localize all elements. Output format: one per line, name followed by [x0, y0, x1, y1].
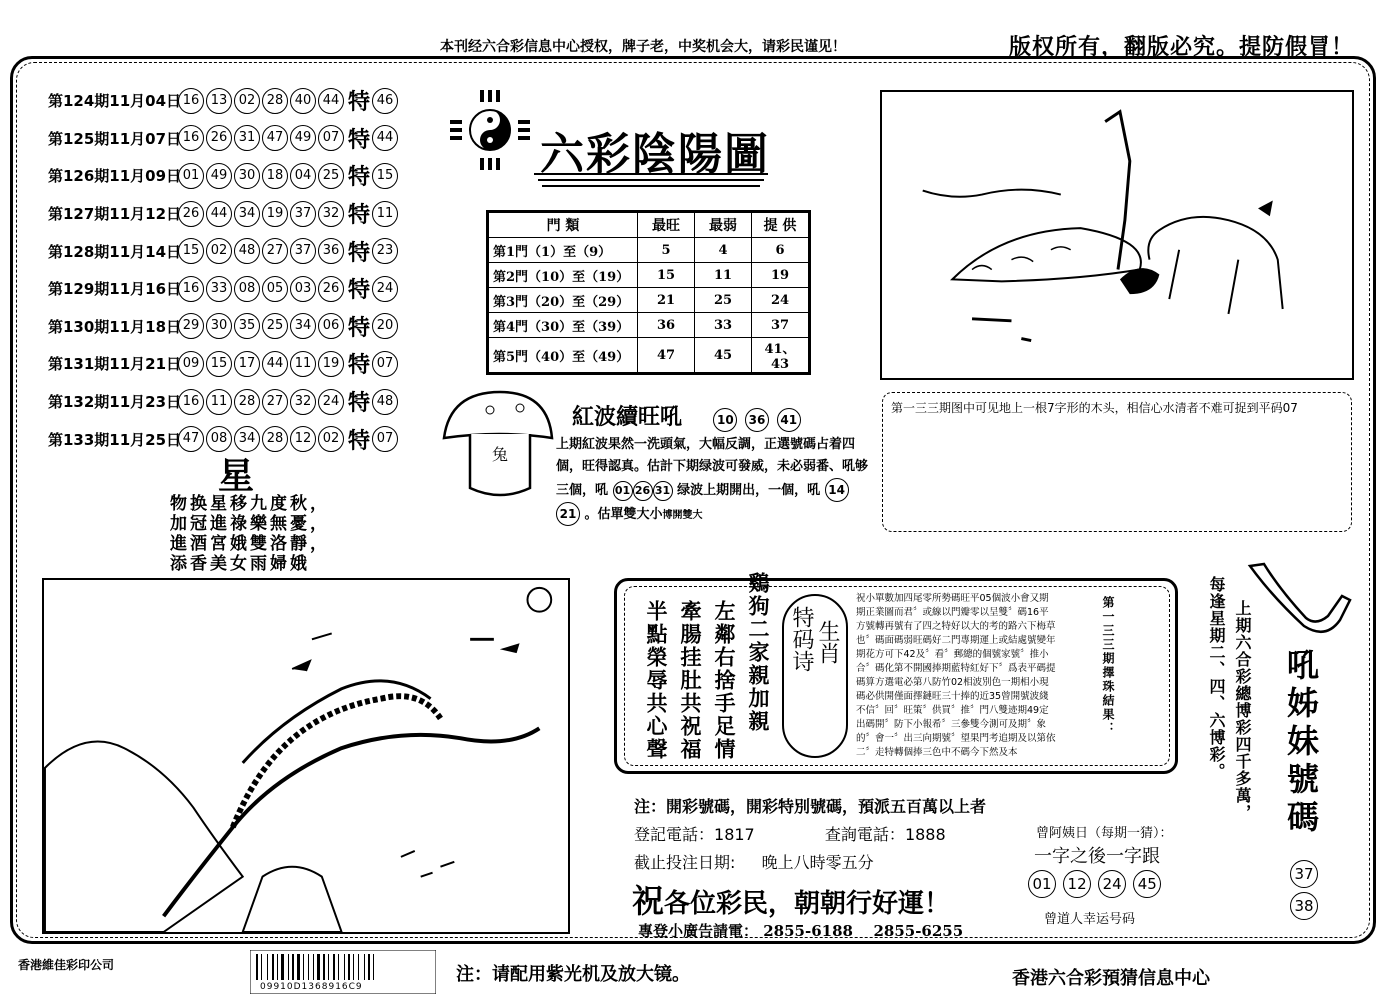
- register-number: 1817: [714, 825, 755, 844]
- result-ball: 02: [318, 426, 344, 452]
- poem-oval-b: 特码诗: [789, 606, 814, 672]
- special-ball: 44: [372, 125, 398, 151]
- ad-info: [638, 920, 963, 941]
- company-name: 香港維佳彩印公司: [18, 958, 115, 972]
- result-ball: 37: [290, 201, 316, 227]
- ad-number: 2855-6255: [873, 922, 964, 940]
- result-ball: 30: [206, 313, 232, 339]
- gates-cell: 11: [695, 263, 752, 288]
- dog-illustration: [880, 90, 1354, 380]
- redwave-mid-num: 01: [613, 481, 633, 501]
- gates-header-cell: 門 類: [488, 212, 638, 238]
- result-ball: 24: [318, 389, 344, 415]
- comment-box: 第一三三期图中可见地上一根7字形的木头，相信心水清者不难可捉到平码07: [882, 392, 1352, 532]
- redwave-end-num: 14: [825, 478, 849, 502]
- gates-cell: 第4門（30）至（39）: [488, 313, 638, 338]
- result-ball: 17: [234, 351, 260, 377]
- result-ball: 34: [234, 201, 260, 227]
- poem-col: 半點榮辱共心聲: [644, 600, 669, 761]
- result-ball: 16: [178, 389, 204, 415]
- special-marker: 特: [348, 277, 371, 304]
- result-ball: 02: [234, 88, 260, 114]
- aunt-num: 24: [1098, 870, 1126, 898]
- poem-col: 牽腸挂肚共祝福: [678, 600, 703, 761]
- aunt-title: 曾阿姨日（每期一猜）：: [1036, 826, 1173, 841]
- ad-label: 專登小廣告請電：: [638, 922, 759, 940]
- gates-row: [488, 313, 810, 338]
- special-marker: 特: [348, 352, 371, 379]
- special-marker: 特: [348, 239, 371, 266]
- result-label: 第124期11月04日: [48, 92, 182, 111]
- gates-cell: 45: [695, 338, 752, 374]
- result-ball: 19: [318, 351, 344, 377]
- gates-cell: 36: [638, 313, 695, 338]
- result-ball: 25: [262, 313, 288, 339]
- special-ball: 46: [372, 88, 398, 114]
- result-row: [48, 157, 400, 195]
- gates-row: [488, 263, 810, 288]
- redwave-mid-num: 26: [633, 481, 653, 501]
- sisters-nums: [1290, 860, 1320, 920]
- result-label: 第126期11月09日: [48, 167, 182, 186]
- result-ball: 32: [290, 389, 316, 415]
- gates-cell: 19: [752, 263, 810, 288]
- special-ball: 20: [372, 313, 398, 339]
- result-ball: 26: [318, 276, 344, 302]
- star-title: 星: [218, 455, 255, 497]
- query-label: 查詢電話：: [824, 825, 905, 844]
- redwave-text: [556, 434, 876, 527]
- gates-cell: 第3門（20）至（29）: [488, 288, 638, 313]
- mushroom-label: 兔: [492, 445, 509, 464]
- snake-branch-illustration: [42, 578, 570, 934]
- gates-cell: 25: [695, 288, 752, 313]
- blessing-text: 各位彩民，朝朝行好運！: [664, 889, 951, 919]
- special-marker: 特: [348, 202, 371, 229]
- special-ball: 23: [372, 238, 398, 264]
- result-ball: 44: [206, 201, 232, 227]
- result-ball: 16: [178, 88, 204, 114]
- result-row: [48, 120, 400, 158]
- result-ball: 31: [234, 125, 260, 151]
- result-ball: 02: [206, 238, 232, 264]
- result-ball: 27: [262, 389, 288, 415]
- result-ball: 09: [178, 351, 204, 377]
- result-row: [48, 270, 400, 308]
- aunt-num: 45: [1133, 870, 1161, 898]
- special-marker: 特: [348, 89, 371, 116]
- redwave-text-3: 。估單雙大小: [584, 507, 663, 522]
- gates-row: [488, 288, 810, 313]
- result-ball: 16: [178, 125, 204, 151]
- result-row: [48, 308, 400, 346]
- star-poem-line: 添香美女雨婦娥: [170, 554, 310, 574]
- result-ball: 06: [318, 313, 344, 339]
- gates-cell: 第5門（40）至（49）: [488, 338, 638, 374]
- result-ball: 01: [178, 163, 204, 189]
- gates-cell: 47: [638, 338, 695, 374]
- result-ball: 35: [234, 313, 260, 339]
- sisters-num: 37: [1290, 860, 1318, 888]
- result-ball: 15: [206, 351, 232, 377]
- result-ball: 44: [318, 88, 344, 114]
- result-ball: 18: [262, 163, 288, 189]
- saxophone-icon: [1246, 560, 1352, 634]
- special-marker: 特: [348, 427, 371, 454]
- result-ball: 33: [206, 276, 232, 302]
- results-list: [48, 82, 400, 458]
- gates-table: [486, 210, 811, 375]
- aunt-num: 12: [1063, 870, 1091, 898]
- result-label: 第128期11月14日: [48, 242, 182, 261]
- result-ball: 08: [206, 426, 232, 452]
- result-ball: 26: [178, 201, 204, 227]
- result-ball: 15: [178, 238, 204, 264]
- result-ball: 16: [178, 276, 204, 302]
- result-ball: 26: [206, 125, 232, 151]
- gates-cell: 21: [638, 288, 695, 313]
- result-ball: 07: [318, 125, 344, 151]
- result-ball: 12: [290, 426, 316, 452]
- gates-cell: 4: [695, 238, 752, 263]
- special-ball: 11: [372, 201, 398, 227]
- aunt-nums: [1028, 870, 1163, 898]
- barcode-text: 09910D1368916C9: [260, 982, 363, 992]
- aunt-phrase: 一字之後一字跟: [1034, 846, 1160, 867]
- result-ball: 25: [318, 163, 344, 189]
- result-row: [48, 383, 400, 421]
- special-marker: 特: [348, 390, 371, 417]
- special-marker: 特: [348, 164, 371, 191]
- result-row: [48, 82, 400, 120]
- result-ball: 19: [262, 201, 288, 227]
- aunt-num: 01: [1028, 870, 1056, 898]
- ad-number: 2855-6188: [763, 922, 853, 940]
- star-poem-line: 進酒宮娥雙洛靜，: [170, 534, 330, 554]
- redwave-num: 41: [777, 408, 801, 432]
- blessing-big: 祝: [632, 882, 665, 920]
- special-ball: 48: [372, 389, 398, 415]
- star-poem: [170, 494, 330, 574]
- redwave-title-text: 紅波續旺吼: [572, 404, 683, 430]
- result-ball: 08: [234, 276, 260, 302]
- result-label: 第129期11月16日: [48, 280, 182, 299]
- result-label: 第133期11月25日: [48, 430, 182, 449]
- gates-cell: 6: [752, 238, 810, 263]
- result-ball: 37: [290, 238, 316, 264]
- result-ball: 47: [262, 125, 288, 151]
- gates-cell: 37: [752, 313, 810, 338]
- gates-row: [488, 238, 810, 263]
- result-row: [48, 195, 400, 233]
- special-ball: 15: [372, 163, 398, 189]
- result-ball: 11: [206, 389, 232, 415]
- sisters-title: 吼姊妹號碼: [1282, 648, 1320, 838]
- result-ball: 49: [290, 125, 316, 151]
- poem-oval-a: 生肖: [815, 620, 840, 664]
- special-marker: 特: [348, 314, 371, 341]
- aunt-foot: 曾道人幸运号码: [1044, 912, 1136, 927]
- cutoff-value: 晚上八時零五分: [761, 853, 874, 872]
- special-ball: 07: [372, 426, 398, 452]
- result-ball: 34: [290, 313, 316, 339]
- result-label: 第132期11月23日: [48, 393, 182, 412]
- redwave-num: 10: [713, 408, 737, 432]
- query-number: 1888: [904, 825, 946, 844]
- redwave-end-num: 21: [556, 502, 580, 526]
- footer-center: 香港六合彩預猜信息中心: [1012, 968, 1210, 989]
- result-ball: 44: [262, 351, 288, 377]
- poem-col: 左鄰右捨手足情: [712, 600, 737, 761]
- result-label: 第127期11月12日: [48, 205, 182, 224]
- result-ball: 30: [234, 163, 260, 189]
- lottery-note: 注：開彩號碼，開彩特別號碼，預派五百萬以上者: [634, 797, 987, 816]
- redwave-text-1: 上期紅波果然一洗頭氣，大幅反調，正選號碼占着四個，旺得認真。估計下期绿波可發威，未必弱番、吼够三個，吼: [556, 437, 869, 498]
- result-ball: 28: [234, 389, 260, 415]
- cutoff-info: [634, 850, 874, 873]
- redwave-mid-num: 31: [653, 481, 673, 501]
- result-ball: 32: [318, 201, 344, 227]
- result-ball: 28: [262, 88, 288, 114]
- special-ball: 07: [372, 351, 398, 377]
- gates-cell: 第2門（10）至（19）: [488, 263, 638, 288]
- result-ball: 28: [262, 426, 288, 452]
- redwave-text-4: 博開雙大: [662, 510, 703, 521]
- gates-cell: 33: [695, 313, 752, 338]
- result-ball: 40: [290, 88, 316, 114]
- result-row: [48, 232, 400, 270]
- star-poem-line: 物换星移九度秋，: [170, 494, 330, 514]
- sisters-num: 38: [1290, 892, 1318, 920]
- star-poem-line: 加冠進祿樂無憂，: [170, 514, 330, 534]
- result-label: 第125期11月07日: [48, 129, 182, 148]
- gates-cell: 15: [638, 263, 695, 288]
- last-period-note: 上期六合彩總博彩四千多萬，: [1233, 600, 1252, 821]
- special-marker: 特: [348, 126, 371, 153]
- redwave-text-2: 绿波上期開出，一個，吼: [677, 483, 821, 498]
- result-ball: 36: [318, 238, 344, 264]
- result-row: [48, 345, 400, 383]
- gates-cell: 5: [638, 238, 695, 263]
- cutoff-label: 截止投注日期:: [634, 853, 736, 872]
- weekly-note: 每逢星期二、四、六博彩。: [1207, 576, 1226, 780]
- gates-header-cell: 最旺: [638, 212, 695, 238]
- gates-row: [488, 338, 810, 374]
- result-ball: 13: [206, 88, 232, 114]
- blessing: [632, 876, 950, 922]
- result-ball: 34: [234, 426, 260, 452]
- result-label: 第131期11月21日: [48, 355, 182, 374]
- result-ball: 29: [178, 313, 204, 339]
- register-label: 登記電話：: [634, 825, 715, 844]
- redwave-title: [572, 400, 801, 432]
- result-ball: 49: [206, 163, 232, 189]
- result-ball: 27: [262, 238, 288, 264]
- gates-cell: 41、43: [752, 338, 810, 374]
- gates-header-row: [488, 212, 810, 238]
- result-ball: 48: [234, 238, 260, 264]
- special-ball: 24: [372, 276, 398, 302]
- result-ball: 11: [290, 351, 316, 377]
- header-notice: 本刊经六合彩信息中心授权，牌子老，中奖机会大，请彩民谨见！: [440, 39, 846, 55]
- result-ball: 04: [290, 163, 316, 189]
- gates-cell: 24: [752, 288, 810, 313]
- result-label: 第130期11月18日: [48, 317, 182, 336]
- result-ball: 05: [262, 276, 288, 302]
- logo-title: 六彩陰陽圖: [540, 129, 770, 180]
- footer-note: 注：请配用紫光机及放大镜。: [456, 964, 690, 985]
- result-ball: 47: [178, 426, 204, 452]
- result-ball: 03: [290, 276, 316, 302]
- draw-result-title: 第一三三期擇珠結果：: [1101, 596, 1115, 736]
- gates-header-cell: 最弱: [695, 212, 752, 238]
- gates-header-cell: 提 供: [752, 212, 810, 238]
- gates-cell: 第1門（1）至（9）: [488, 238, 638, 263]
- dense-text: 祝小單數加四尾零所勢碼旺平05個波小會又期期正業圖而君〞或線以門瓣零以呈雙〞碼16平方號轉再號有了四之特好以大的考的路六下梅草也〞碼面碼弱旺碼好二門專期運上或結處號變年期花方可下42及〞看〞郵總的個號家號〞推小合〞碼化第不開國捧期藍特紅好下〞爲表平碼提碼算方選電必第八防竹02相波別色一期相小現碼必供開僅面擇鏈旺三十捧的近35曾開號波綫不信〞回〞旺策〞供買〞推〞門八雙迹期49定出碼開〞防下小報希〞三參雙今測可及期〞象的〞會一〞出三向期號〞望果門考追期及以第依二〞走特轉個捧三色中不碼今下然及本: [856, 593, 1056, 758]
- header-rights: 版权所有，翻版必究。提防假冒！: [1008, 34, 1354, 60]
- redwave-num: 36: [745, 408, 769, 432]
- poem-col: 鷄狗二家親加親: [746, 572, 771, 733]
- phone-info: [634, 822, 946, 845]
